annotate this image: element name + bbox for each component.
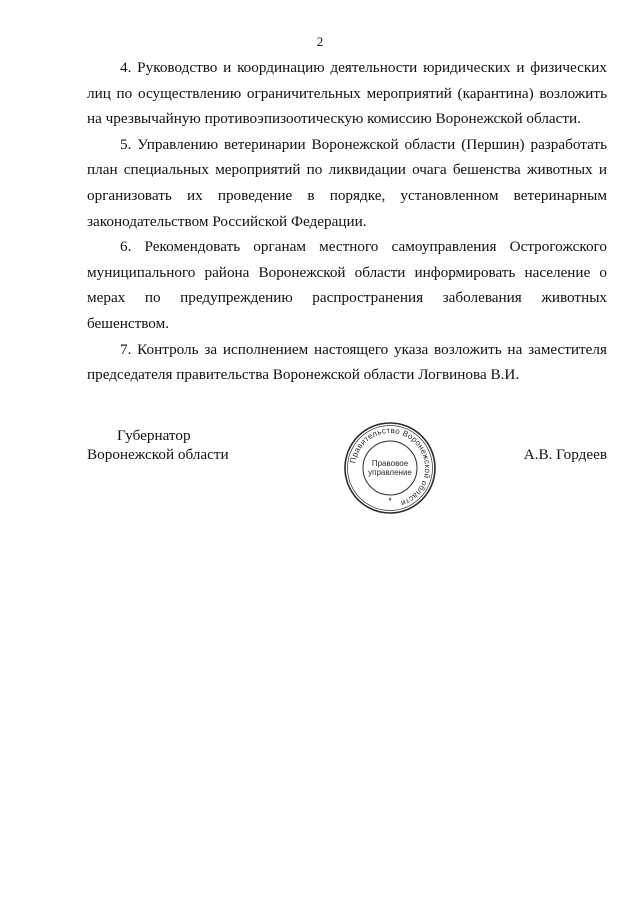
stamp-star-mark: * — [388, 496, 392, 506]
signer-title — [87, 426, 229, 464]
signer-position: Губернатор — [117, 427, 191, 444]
paragraph-4: 4. Руководство и координацию деятельности юридических и физических лиц по осуществлению ограничительных мероприятий (карантина) возложить на чрезвычайную противоэпизоотическую комиссию Воронежской области. — [87, 59, 607, 128]
paragraph-6: 6. Рекомендовать органам местного самоуправления Острогожского муниципального района Воронежской области информировать население о мерах по предупреждению распространения заболевания животных бешенством. — [87, 238, 607, 332]
paragraph-7: 7. Контроль за исполнением настоящего указа возложить на заместителя председателя правительства Воронежской области Логвинова В.И. — [87, 340, 607, 384]
stamp-ring-text: Правительство Воронежской области — [348, 425, 433, 509]
signature-block — [87, 424, 607, 514]
page-number: 2 — [316, 34, 324, 49]
stamp-center-line2: управление — [368, 468, 412, 477]
signer-region: Воронежской области — [87, 446, 229, 463]
signer-name: А.В. Гордеев — [523, 446, 607, 463]
stamp-center-line1: Правовое — [371, 459, 409, 468]
paragraph-5: 5. Управлению ветеринарии Воронежской области (Першин) разработать план специальных мероприятий по ликвидации очага бешенства животных и организовать их проведение в порядке, установленном ветеринарным законодательством Российской Федерации. — [87, 135, 607, 230]
official-stamp — [342, 420, 438, 516]
document-body — [87, 55, 607, 388]
